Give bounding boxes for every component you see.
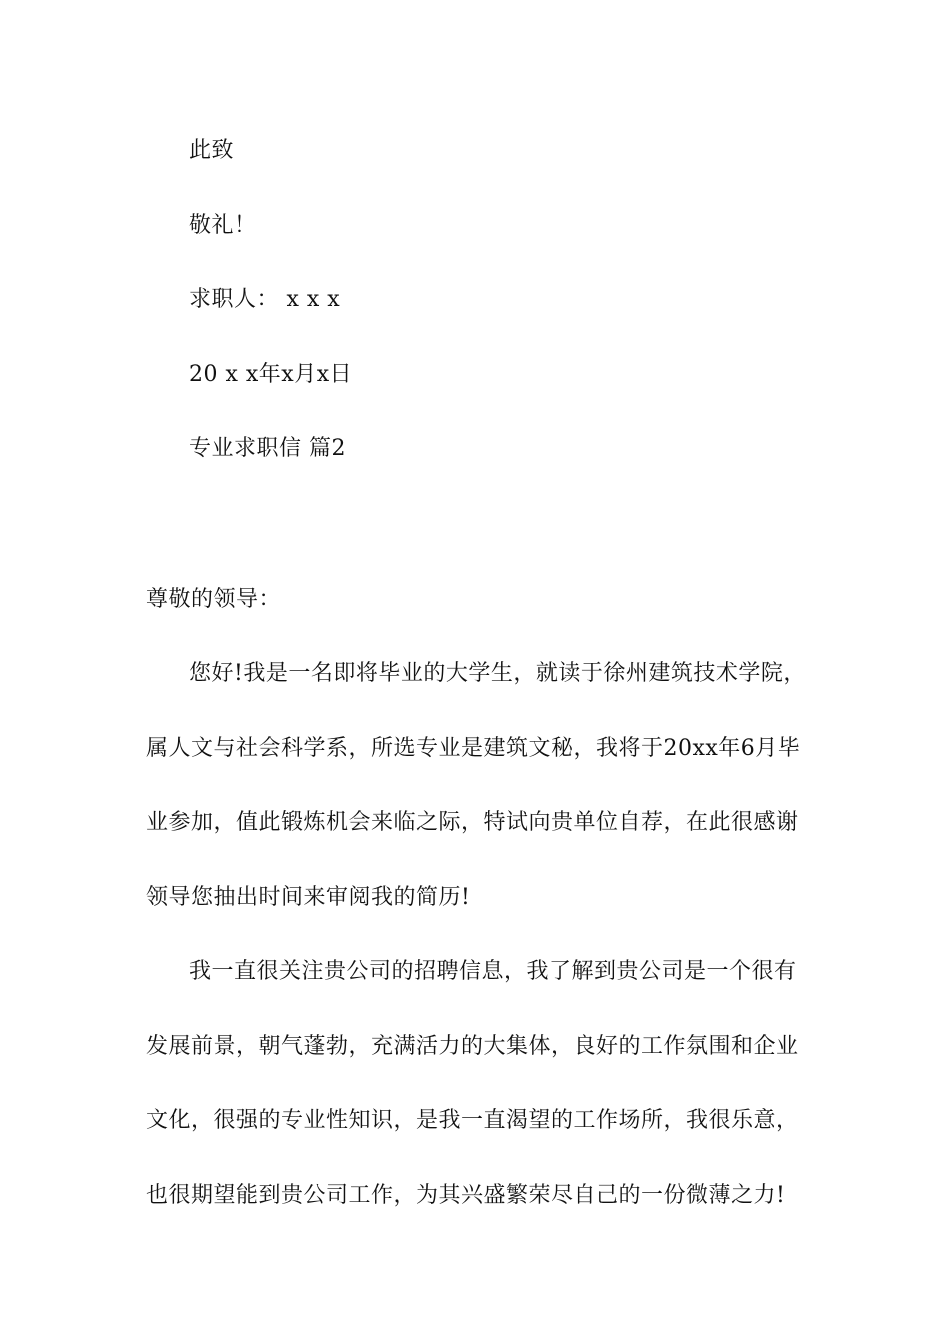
closing-regards: 敬礼！ [189,213,257,238]
applicant-signature: 求职人： x x x [189,287,341,312]
letter-greeting: 尊敬的领导： [146,587,282,612]
paragraph2-line2: 发展前景，朝气蓬勃，充满活力的大集体，良好的工作氛围和企业 [146,1034,799,1059]
paragraph2-line4: 也很期望能到贵公司工作，为其兴盛繁荣尽自己的一份微薄之力! [146,1183,786,1208]
paragraph1-line3: 业参加，值此锻炼机会来临之际，特试向贵单位自荐，在此很感谢 [146,810,799,835]
paragraph2-line1: 我一直很关注贵公司的招聘信息，我了解到贵公司是一个很有 [189,959,797,984]
closing-salutation: 此致 [189,138,235,163]
section-title: 专业求职信 篇2 [189,436,346,461]
letter-date: 20 x x年x月x日 [189,362,353,387]
paragraph2-line3: 文化，很强的专业性知识，是我一直渴望的工作场所，我很乐意， [146,1108,799,1133]
paragraph1-line2: 属人文与社会科学系，所选专业是建筑文秘，我将于20xx年6月毕 [146,736,801,761]
paragraph1-line1: 您好!我是一名即将毕业的大学生，就读于徐州建筑技术学院， [189,661,806,686]
paragraph1-line4: 领导您抽出时间来审阅我的简历! [146,885,471,910]
